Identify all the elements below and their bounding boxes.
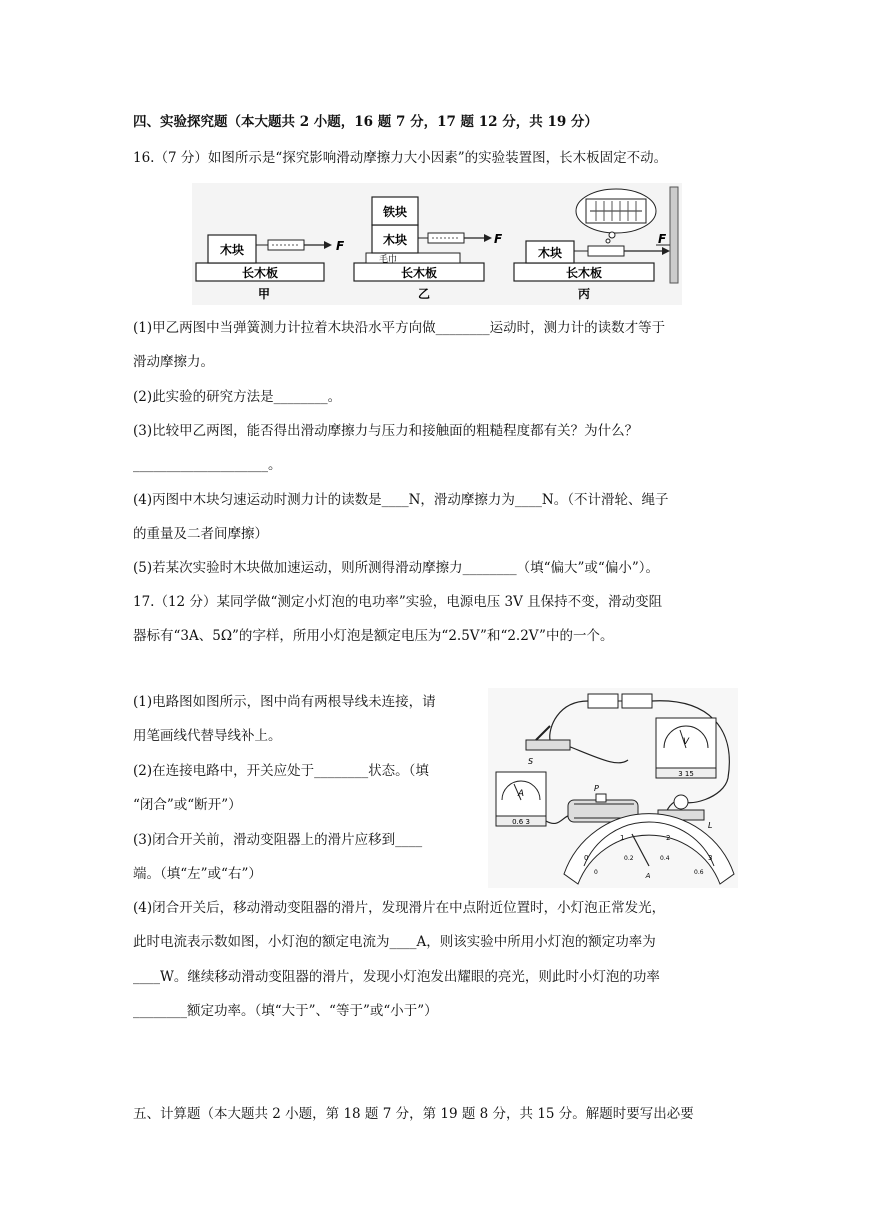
q16-part1-line2: 滑动摩擦力。 bbox=[133, 354, 214, 370]
block-yi-label: 木块 bbox=[382, 233, 408, 247]
dial-big-tick-1: 1 bbox=[620, 834, 625, 842]
slider-label: P bbox=[594, 784, 599, 793]
board-bing-label: 长木板 bbox=[565, 266, 603, 280]
caption-bing: 丙 bbox=[577, 287, 591, 301]
q16-part1-line1: (1)甲乙两图中当弹簧测力计拉着木块沿水平方向做________运动时，测力计的读数才等于 bbox=[133, 320, 666, 336]
circuit-figure bbox=[488, 688, 738, 888]
switch bbox=[526, 740, 570, 750]
board-yi-label: 长木板 bbox=[400, 266, 438, 280]
q16-part5: (5)若某次实验时木块做加速运动，则所测得滑动摩擦力________（填“偏大”或“偏小”）。 bbox=[133, 560, 659, 576]
q16-part4-line1: (4)丙图中木块匀速运动时测力计的读数是____N，滑动摩擦力为____N。（不计滑轮、绳子 bbox=[133, 492, 669, 508]
switch-label: S bbox=[528, 757, 534, 766]
q17-part1-line1: (1)电路图如图所示，图中尚有两根导线未连接，请 bbox=[133, 694, 436, 710]
q16-part3-line1: (3)比较甲乙两图，能否得出滑动摩擦力与压力和接触面的粗糙程度都有关？为什么？ bbox=[133, 423, 639, 439]
q17-part3-line1: (3)闭合开关前，滑动变阻器上的滑片应移到____ bbox=[133, 832, 423, 848]
force-jia: F bbox=[336, 239, 345, 253]
caption-jia: 甲 bbox=[257, 287, 271, 301]
q17-part2-line2: “闭合”或“断开”） bbox=[133, 797, 242, 813]
section5-heading: 五、计算题（本大题共 2 小题，第 18 题 7 分，第 19 题 8 分，共 15 分。解题时要写出必要 bbox=[133, 1106, 694, 1122]
spring-scale-bing bbox=[588, 246, 624, 256]
block-bing-label: 木块 bbox=[537, 246, 563, 260]
q17-part4-line3: ____W。继续移动滑动变阻器的滑片，发现小灯泡发出耀眼的亮光，则此时小灯泡的功率 bbox=[133, 969, 660, 985]
q16-part2: (2)此实验的研究方法是________。 bbox=[133, 389, 342, 405]
dial-unit: A bbox=[645, 872, 651, 880]
q17-part4-line2: 此时电流表示数如图，小灯泡的额定电流为____A，则该实验中所用小灯泡的额定功率为 bbox=[133, 934, 656, 950]
section-heading: 四、实验探究题（本大题共 2 小题，16 题 7 分，17 题 12 分，共 19 分） bbox=[133, 114, 598, 130]
lamp-label: L bbox=[708, 821, 713, 830]
q17-part1-line2: 用笔画线代替导线补上。 bbox=[133, 728, 282, 744]
force-bing: F bbox=[658, 232, 667, 246]
dial-big-tick-2: 2 bbox=[666, 834, 671, 842]
lamp-bulb bbox=[674, 795, 688, 809]
ammeter-label: A bbox=[517, 789, 525, 799]
q17-intro-line1: 17.（12 分）某同学做“测定小灯泡的电功率”实验，电源电压 3V 且保持不变，滑动变阻 bbox=[133, 594, 663, 610]
board-jia-label: 长木板 bbox=[241, 266, 279, 280]
q17-part4-line1: (4)闭合开关后，移动滑动变阻器的滑片，发现滑片在中点附近位置时，小灯泡正常发光， bbox=[133, 900, 666, 916]
q17-intro-line2: 器标有“3A、5Ω”的字样，所用小灯泡是额定电压为“2.5V”和“2.2V”中的一个。 bbox=[133, 628, 614, 644]
wall-bing bbox=[670, 187, 678, 283]
ammeter-terminals: 0.6 3 bbox=[512, 818, 530, 826]
q16-intro: 16.（7 分）如图所示是“探究影响滑动摩擦力大小因素”的实验装置图，长木板固定不动。 bbox=[133, 150, 668, 166]
q17-part2-line1: (2)在连接电路中，开关应处于________状态。（填 bbox=[133, 763, 429, 779]
dial-small-tick-1: 0.2 bbox=[624, 855, 634, 862]
friction-experiment-figure bbox=[192, 183, 682, 305]
q17-part3-line2: 端。（填“左”或“右”） bbox=[133, 866, 262, 882]
voltmeter-terminals: 3 15 bbox=[678, 770, 694, 778]
battery-cell-2 bbox=[622, 694, 652, 708]
caption-yi: 乙 bbox=[417, 287, 431, 301]
dial-small-tick-3: 0.6 bbox=[694, 869, 704, 876]
dial-big-tick-3: 3 bbox=[708, 854, 713, 862]
towel-yi-label: 毛巾 bbox=[378, 255, 398, 265]
battery-cell-1 bbox=[588, 694, 618, 708]
q16-part4-line2: 的重量及二者间摩擦） bbox=[133, 526, 268, 542]
iron-block-yi-label: 铁块 bbox=[382, 205, 408, 219]
force-yi: F bbox=[494, 232, 503, 246]
q16-part3-line2: ____________________。 bbox=[133, 457, 282, 473]
dial-small-tick-0: 0 bbox=[594, 869, 598, 876]
voltmeter-label: V bbox=[682, 737, 690, 747]
q17-part4-line4: ________额定功率。（填“大于”、“等于”或“小于”） bbox=[133, 1003, 438, 1019]
dial-big-tick-0: 0 bbox=[584, 854, 589, 862]
dial-small-tick-2: 0.4 bbox=[660, 855, 670, 862]
block-jia-label: 木块 bbox=[219, 243, 245, 257]
